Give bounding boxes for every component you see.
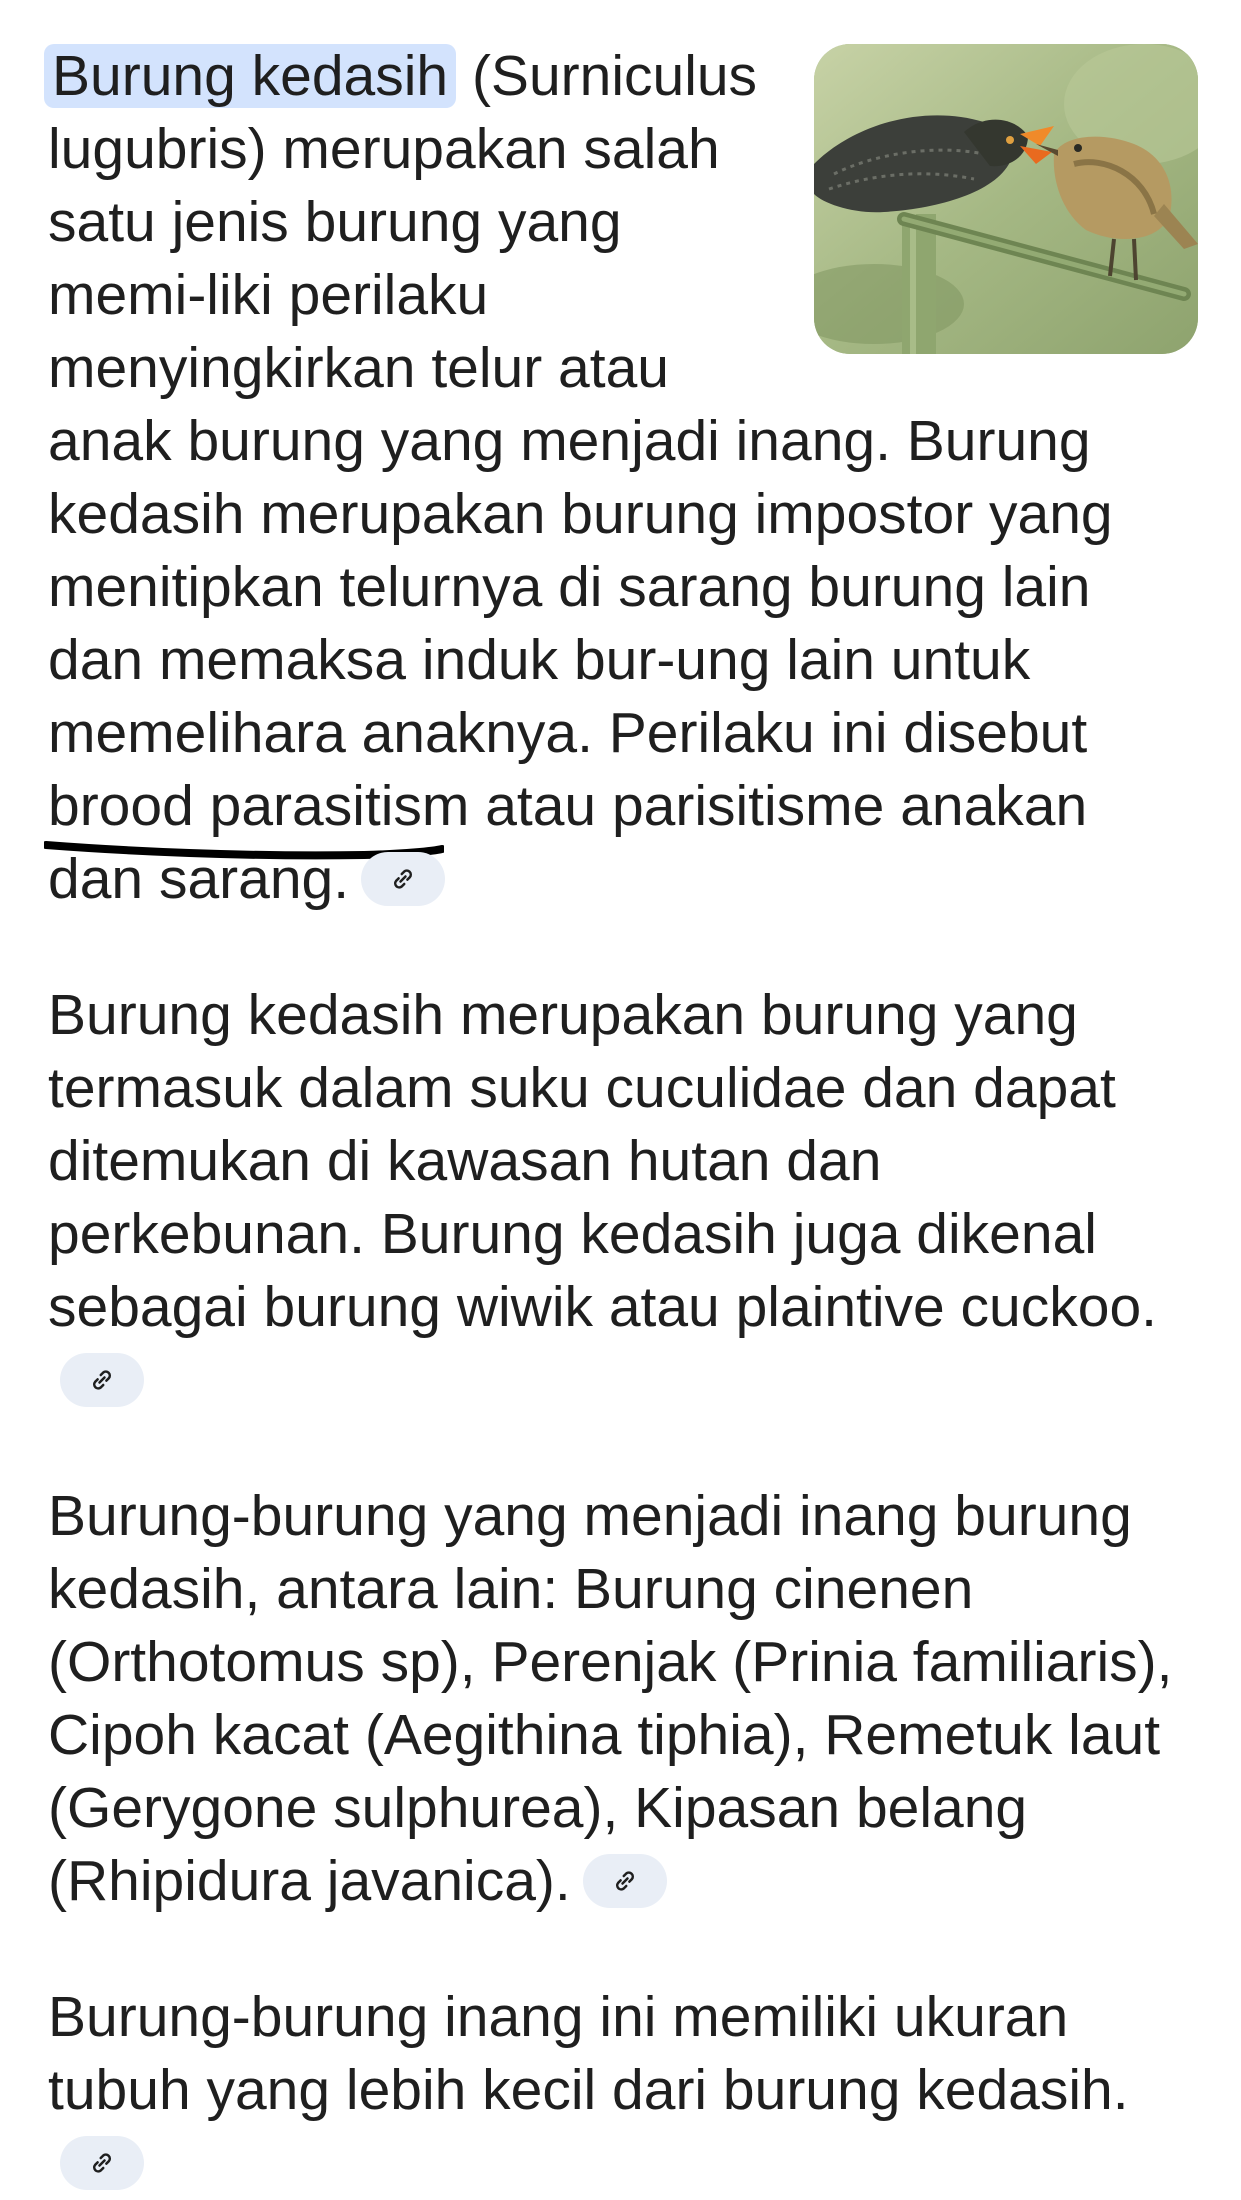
link-icon: [388, 864, 418, 894]
underlined-term: [48, 770, 469, 843]
highlighted-term[interactable]: Burung kedasih: [44, 44, 456, 108]
underlined-term-text: brood parasitism: [48, 774, 470, 838]
link-icon: [87, 2148, 117, 2178]
source-link-button[interactable]: [583, 1854, 667, 1908]
ai-overview-content: [48, 40, 1198, 2200]
paragraph-2-text: Burung kedasih merupakan burung yang termasuk dalam suku cuculidae dan dapat ditemukan di kawasan hutan dan perkebunan. Burung kedasih juga dikenal sebagai burung wiwik atau plaintive cuckoo.: [48, 983, 1157, 1339]
paragraph-1: [48, 40, 1198, 916]
paragraph-4: [48, 1981, 1198, 2200]
paragraph-3-text: Burung-burung yang menjadi inang burung kedasih, antara lain: Burung cinenen (Orthotomus sp), Perenjak (Prinia familiaris), Cipoh kacat (Aegithina tiphia), Remetuk laut (Gerygone sulphurea), Kipasan belang (Rhipidura javanica).: [48, 1484, 1173, 1913]
paragraph-2: [48, 979, 1198, 1417]
link-icon: [87, 1365, 117, 1395]
cuckoo-feeding-image[interactable]: [814, 44, 1198, 354]
source-link-button[interactable]: [60, 1353, 144, 1407]
source-link-button[interactable]: [361, 852, 445, 906]
paragraph-4-text: Burung-burung inang ini memiliki ukuran tubuh yang lebih kecil dari burung kedasih.: [48, 1985, 1129, 2122]
source-link-button[interactable]: [60, 2136, 144, 2190]
link-icon: [610, 1866, 640, 1896]
paragraph-3: [48, 1480, 1198, 1918]
paragraph-1-text: (Surniculus lugubris) merupakan salah satu jenis burung yang memi-liki perilaku menyingkirkan telur atau anak burung yang menjadi inang. Burung kedasih merupakan burung impostor yang menitipkan telurnya di sarang burung lain dan memaksa induk bur-ung lain untuk memelihara anaknya. Perilaku ini disebut: [48, 44, 1113, 765]
paragraph-1-text-end: atau parisitisme anakan dan sarang.: [48, 774, 1088, 911]
